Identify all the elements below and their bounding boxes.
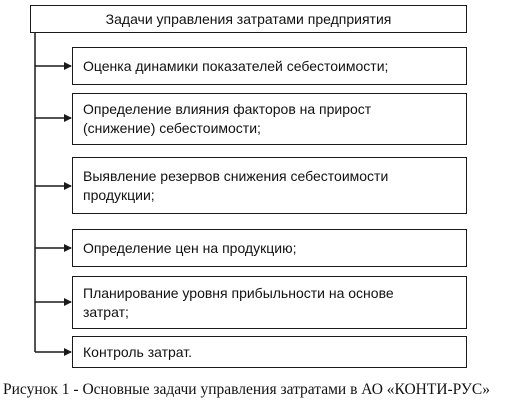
diagram-title: Задачи управления затратами предприятия <box>105 10 392 27</box>
task-text: Контроль затрат. <box>83 343 193 360</box>
task-box-1 <box>72 47 467 85</box>
task-text: затрат; <box>83 303 129 320</box>
figure-caption: Рисунок 1 - Основные задачи управления затратами в АО «КОНТИ-РУС» <box>3 381 490 398</box>
task-text: Определение цен на продукцию; <box>83 239 297 256</box>
task-box-2 <box>72 93 467 145</box>
task-text: продукции; <box>83 186 155 203</box>
task-box-4 <box>72 229 467 267</box>
task-box-3 <box>72 157 467 214</box>
task-box-5 <box>72 276 467 329</box>
diagram-title-box <box>30 5 467 33</box>
task-text: Определение влияния факторов на прирост <box>83 101 372 117</box>
task-text: Планирование уровня прибыльности на основе <box>83 284 394 301</box>
task-text: (снижение) себестоимости; <box>83 120 261 136</box>
task-box-6 <box>72 336 467 368</box>
task-text: Оценка динамики показателей себестоимости; <box>83 57 389 74</box>
task-text: Выявление резервов снижения себестоимости <box>83 167 389 184</box>
